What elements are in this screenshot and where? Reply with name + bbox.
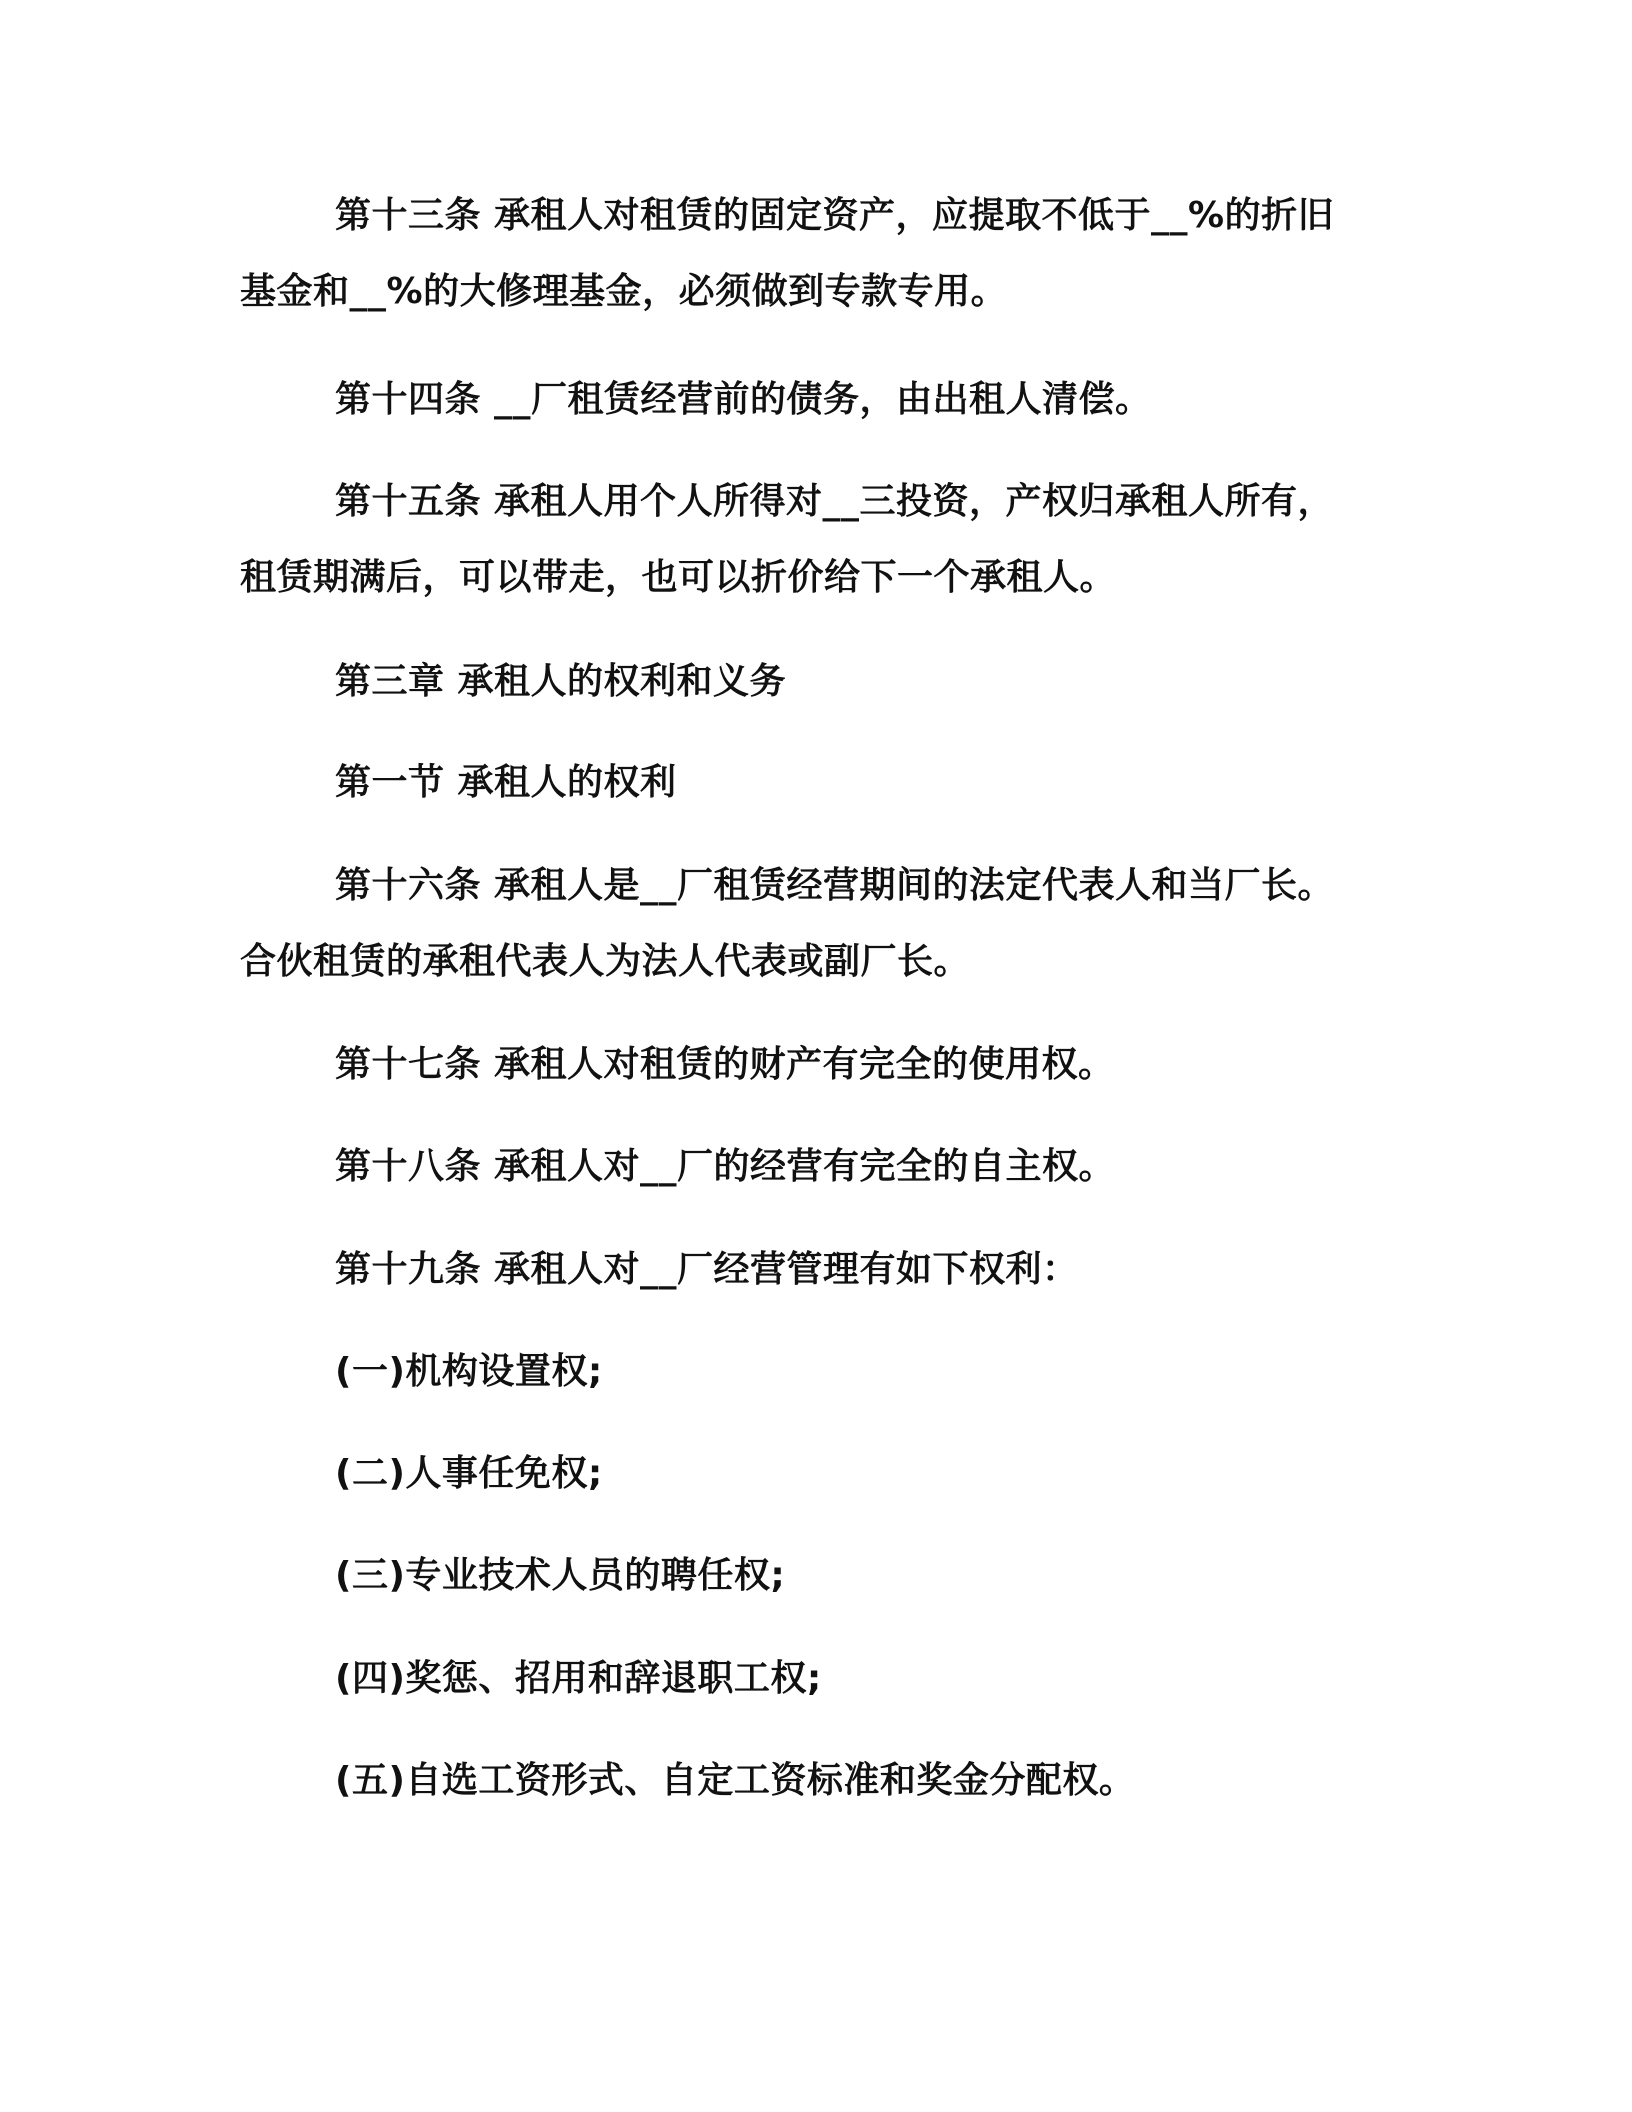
paragraph-line: (四)奖惩、招用和辞退职工权; xyxy=(335,1658,822,1699)
paragraph-line: 第三章 承租人的权利和义务 xyxy=(335,661,787,702)
list-item-3 xyxy=(240,1538,1400,1614)
paragraph-line: 第一节 承租人的权利 xyxy=(335,762,677,803)
article-17 xyxy=(240,1027,1400,1103)
paragraph-line: 合伙租赁的承租代表人为法人代表或副厂长。 xyxy=(240,941,971,982)
list-item-1 xyxy=(240,1334,1400,1410)
article-19 xyxy=(240,1232,1400,1308)
paragraph-line: 第十三条 承租人对租赁的固定资产，应提取不低于__%的折旧 xyxy=(335,195,1335,236)
article-14 xyxy=(240,362,1400,438)
paragraph-line: (一)机构设置权; xyxy=(335,1351,603,1392)
paragraph-line: 第十九条 承租人对__厂经营管理有如下权利： xyxy=(335,1249,1079,1290)
article-13 xyxy=(240,178,1400,330)
chapter-heading xyxy=(240,644,1400,720)
paragraph-line: (五)自选工资形式、自定工资标准和奖金分配权。 xyxy=(335,1760,1136,1801)
paragraph-line: 第十六条 承租人是__厂租赁经营期间的法定代表人和当厂长。 xyxy=(335,865,1335,906)
paragraph-line: 第十五条 承租人用个人所得对__三投资，产权归承租人所有， xyxy=(335,481,1335,522)
list-item-4 xyxy=(240,1641,1400,1717)
article-15 xyxy=(240,464,1400,616)
paragraph-line: 基金和__%的大修理基金，必须做到专款专用。 xyxy=(240,271,1008,312)
paragraph-line: 第十八条 承租人对__厂的经营有完全的自主权。 xyxy=(335,1146,1116,1187)
paragraph-line: 第十七条 承租人对租赁的财产有完全的使用权。 xyxy=(335,1044,1115,1085)
list-item-2 xyxy=(240,1436,1400,1512)
article-16 xyxy=(240,848,1400,1000)
paragraph-line: 租赁期满后，可以带走，也可以折价给下一个承租人。 xyxy=(240,557,1117,598)
section-heading xyxy=(240,745,1400,821)
paragraph-line: (二)人事任免权; xyxy=(335,1453,603,1494)
list-item-5 xyxy=(240,1743,1400,1819)
article-18 xyxy=(240,1129,1400,1205)
paragraph-line: (三)专业技术人员的聘任权; xyxy=(335,1555,786,1596)
paragraph-line: 第十四条 __厂租赁经营前的债务，由出租人清偿。 xyxy=(335,379,1152,420)
